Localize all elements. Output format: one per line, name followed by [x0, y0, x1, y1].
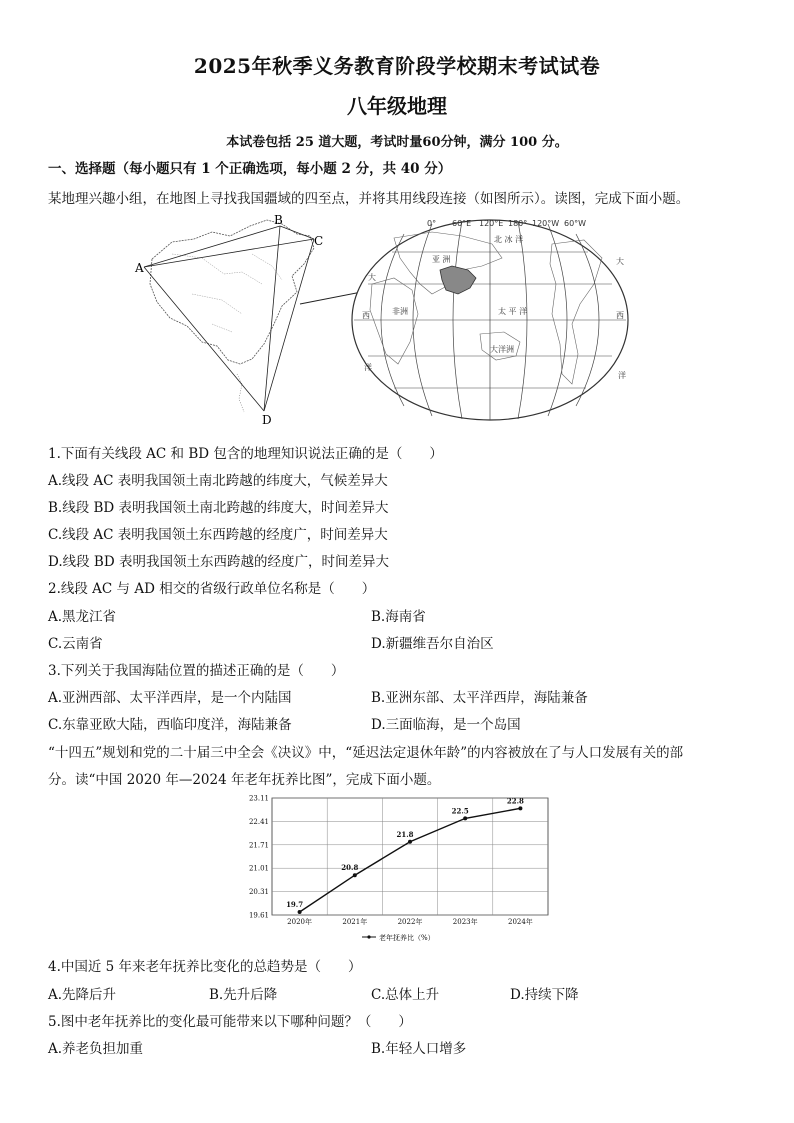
q2-option-a[interactable]: A.黑龙江省 [48, 609, 117, 625]
lon-120e: 120°E [479, 219, 504, 228]
ocean-left-label: 洋 [364, 363, 372, 372]
data-point [408, 840, 412, 844]
oceania-label: 大洋洲 [490, 345, 514, 354]
y-tick-label: 19.61 [248, 911, 269, 920]
atlantic-left-label: 大 [368, 273, 376, 282]
chart-legend [362, 933, 435, 942]
data-label: 22.5 [451, 806, 469, 816]
point-d-label: D [262, 413, 272, 427]
china-outline-map [134, 214, 323, 427]
data-label: 22.8 [506, 796, 524, 806]
y-tick-label: 22.41 [248, 817, 269, 826]
china-extremes-map-figure [132, 214, 662, 432]
exam-note: 本试卷包括 25 道大题，考试时量60分钟，满分 100 分。 [226, 135, 568, 150]
section-heading: 一、选择题（每小题只有 1 个正确选项，每小题 2 分，共 40 分） [48, 161, 452, 177]
atlantic-right-label: 大 [616, 257, 624, 266]
plot-frame [272, 798, 548, 915]
lon-60w: 60°W [564, 219, 587, 228]
x-tick-label: 2022年 [397, 918, 423, 926]
q2-option-c[interactable]: C.云南省 [48, 636, 103, 652]
point-a-label: A [135, 261, 144, 275]
point-b-label: B [274, 214, 283, 227]
x-tick-label: 2024年 [507, 918, 533, 926]
q2-option-d[interactable]: D.新疆维吾尔自治区 [371, 636, 494, 652]
q4-option-b[interactable]: B.先升后降 [209, 987, 278, 1003]
x-tick-label: 2023年 [452, 918, 478, 926]
series-line [300, 808, 521, 912]
y-tick-label: 21.71 [248, 841, 269, 850]
y-tick-label: 20.31 [248, 888, 269, 897]
q4-option-c[interactable]: C.总体上升 [371, 987, 440, 1003]
data-label: 21.8 [396, 829, 414, 839]
y-tick-label: 23.11 [248, 794, 269, 803]
chart-x-ticks [287, 917, 533, 926]
point-c-label: C [314, 234, 324, 248]
chart-points [298, 806, 523, 914]
world-map [352, 219, 628, 420]
africa-label: 非洲 [392, 307, 408, 316]
exam-subject: 八年级地理 [347, 94, 447, 118]
q1-option-d[interactable]: D.线段 BD 表明我国领土东西跨越的经度广，时间差异大 [48, 554, 389, 570]
legend-label: 老年抚养比（%） [379, 934, 435, 942]
west-right-label: 西 [616, 311, 624, 320]
passage2-line2: 分。读“中国 2020 年—2024 年老年抚养比图”，完成下面小题。 [48, 772, 441, 788]
q1-option-c[interactable]: C.线段 AC 表明我国领土东西跨越的经度广，时间差异大 [48, 527, 388, 543]
pacific-label: 太 平 洋 [498, 307, 528, 316]
q1-option-a[interactable]: A.线段 AC 表明我国领土南北跨越的纬度大，气候差异大 [48, 473, 388, 489]
q3-option-a[interactable]: A.亚洲西部、太平洋西岸，是一个内陆国 [48, 690, 292, 706]
q5-stem: 5.图中老年抚养比的变化最可能带来以下哪种问题？（ ） [48, 1014, 412, 1030]
lon-180: 180° [508, 219, 528, 228]
q5-option-a[interactable]: A.养老负担加重 [48, 1041, 144, 1057]
arctic-label: 北 冰 洋 [494, 235, 524, 244]
q3-option-d[interactable]: D.三面临海，是一个岛国 [371, 717, 521, 733]
lon-60e: 60°E [452, 219, 472, 228]
data-label: 19.7 [286, 899, 304, 909]
q5-option-b[interactable]: B.年轻人口增多 [371, 1041, 467, 1057]
q1-option-b[interactable]: B.线段 BD 表明我国领土南北跨越的纬度大，时间差异大 [48, 500, 389, 516]
data-point [518, 806, 522, 810]
chart-grid [272, 798, 548, 915]
x-tick-label: 2021年 [342, 918, 368, 926]
asia-label: 亚 洲 [432, 255, 451, 264]
q2-option-b[interactable]: B.海南省 [371, 609, 426, 625]
lon-120w: 120°W [532, 219, 560, 228]
west-left-label: 西 [362, 311, 370, 320]
chart-y-ticks [249, 795, 269, 920]
data-label: 20.8 [341, 863, 359, 873]
ocean-right-label: 洋 [618, 371, 626, 380]
section-intro: 某地理兴趣小组，在地图上寻找我国疆域的四至点，并将其用线段连接（如图所示）。读图，完成下面小题。 [48, 191, 690, 207]
lon-0: 0° [427, 219, 437, 228]
exam-title: 2025年秋季义务教育阶段学校期末考试试卷 [193, 54, 601, 78]
passage2-line1: “十四五”规划和党的二十届三中全会《决议》中，“延迟法定退休年龄”的内容被放在了与人口发展有关的部 [48, 745, 684, 761]
data-point [298, 910, 302, 914]
q3-option-c[interactable]: C.东靠亚欧大陆，西临印度洋，海陆兼备 [48, 717, 292, 733]
q2-stem: 2.线段 AC 与 AD 相交的省级行政单位名称是（ ） [48, 581, 376, 597]
q4-stem: 4.中国近 5 年来老年抚养比变化的总趋势是（ ） [48, 959, 362, 975]
q1-stem: 1.下面有关线段 AC 和 BD 包含的地理知识说法正确的是（ ） [48, 446, 443, 462]
y-tick-label: 21.01 [248, 864, 269, 873]
chart-data-labels [286, 796, 524, 909]
x-tick-label: 2020年 [287, 918, 313, 926]
q3-stem: 3.下列关于我国海陆位置的描述正确的是（ ） [48, 663, 345, 679]
q4-option-d[interactable]: D.持续下降 [510, 987, 579, 1003]
q3-option-b[interactable]: B.亚洲东部、太平洋西岸，海陆兼备 [371, 690, 588, 706]
data-point [463, 816, 467, 820]
q4-option-a[interactable]: A.先降后升 [48, 987, 117, 1003]
data-point [353, 873, 357, 877]
elderly-dependency-chart [238, 790, 558, 945]
